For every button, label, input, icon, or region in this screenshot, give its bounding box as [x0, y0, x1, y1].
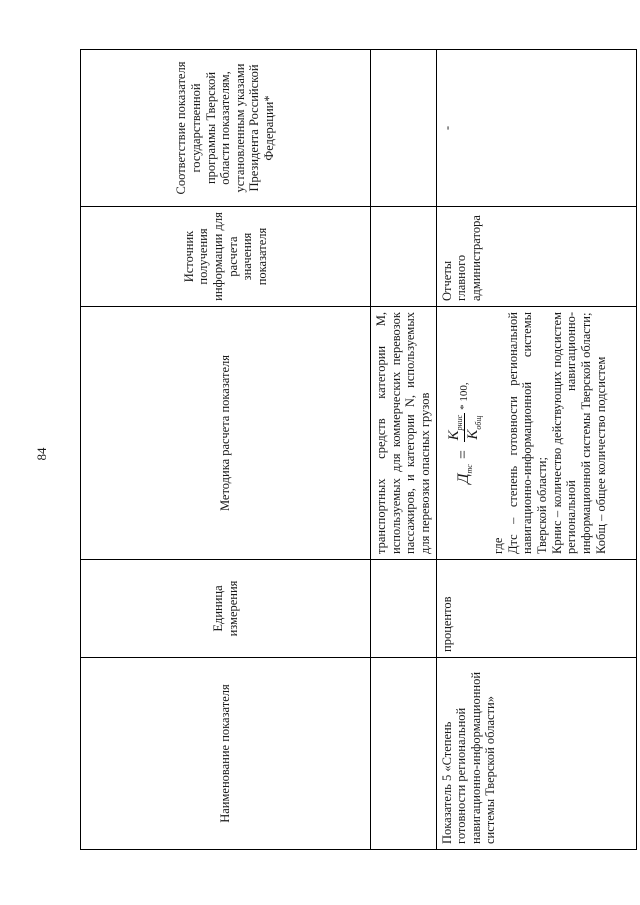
definition-item: Кобщ – общее количество подсистем: [593, 356, 608, 554]
page-number: 84: [34, 447, 49, 461]
header-source: Источник получения информации для расчета значения показателя: [81, 207, 371, 307]
indicator-name: Показатель 5 «Степень готовности региональной навигационно-информационной системы Тверской области»: [436, 658, 636, 850]
continuation-text: транспортных средств категории М, используемых для коммерческих перевозок пассажиров, и категории N, используемых для перевозки опасных грузов: [371, 307, 437, 560]
indicator-unit: процентов: [436, 560, 636, 658]
cell-empty: [371, 560, 437, 658]
header-correspondence: Соответствие показателя государственной программы Тверской области показателям, установленным указами Президента Российской Федерации*: [81, 50, 371, 207]
table-row-continuation: [371, 50, 437, 850]
indicator-method: [436, 307, 636, 560]
cell-empty: [371, 658, 437, 850]
formula: $Д_{тс}$ = $К_{рнис}$ $К_{общ}$ * 100,: [445, 382, 483, 484]
header-name: Наименование показателя: [81, 658, 371, 850]
formula-tail: * 100,: [457, 382, 470, 410]
table-header-row: [81, 50, 371, 850]
definition-item: Дтс – степень готовности региональной навигационно-информационной системы Тверской области;: [505, 312, 550, 554]
cell-empty: [371, 50, 437, 207]
header-unit: Единица измерения: [81, 560, 371, 658]
definition-item: Крнис – количество действующих подсистем региональной навигационно-информационной системы Тверской области;: [549, 312, 593, 554]
indicator-table-sheet: [80, 50, 635, 850]
cell-empty: [371, 207, 437, 307]
formula-lhs: $Д_{тс}$: [454, 464, 474, 484]
table-row: [436, 50, 636, 850]
indicator-source: Отчеты главного администратора: [436, 207, 636, 307]
indicator-table: [80, 49, 637, 850]
header-method: Методика расчета показателя: [81, 307, 371, 560]
formula-fraction: $К_{рнис}$ $К_{общ}$: [445, 414, 483, 441]
indicator-correspondence: -: [436, 50, 636, 207]
where-label: где: [491, 537, 506, 554]
